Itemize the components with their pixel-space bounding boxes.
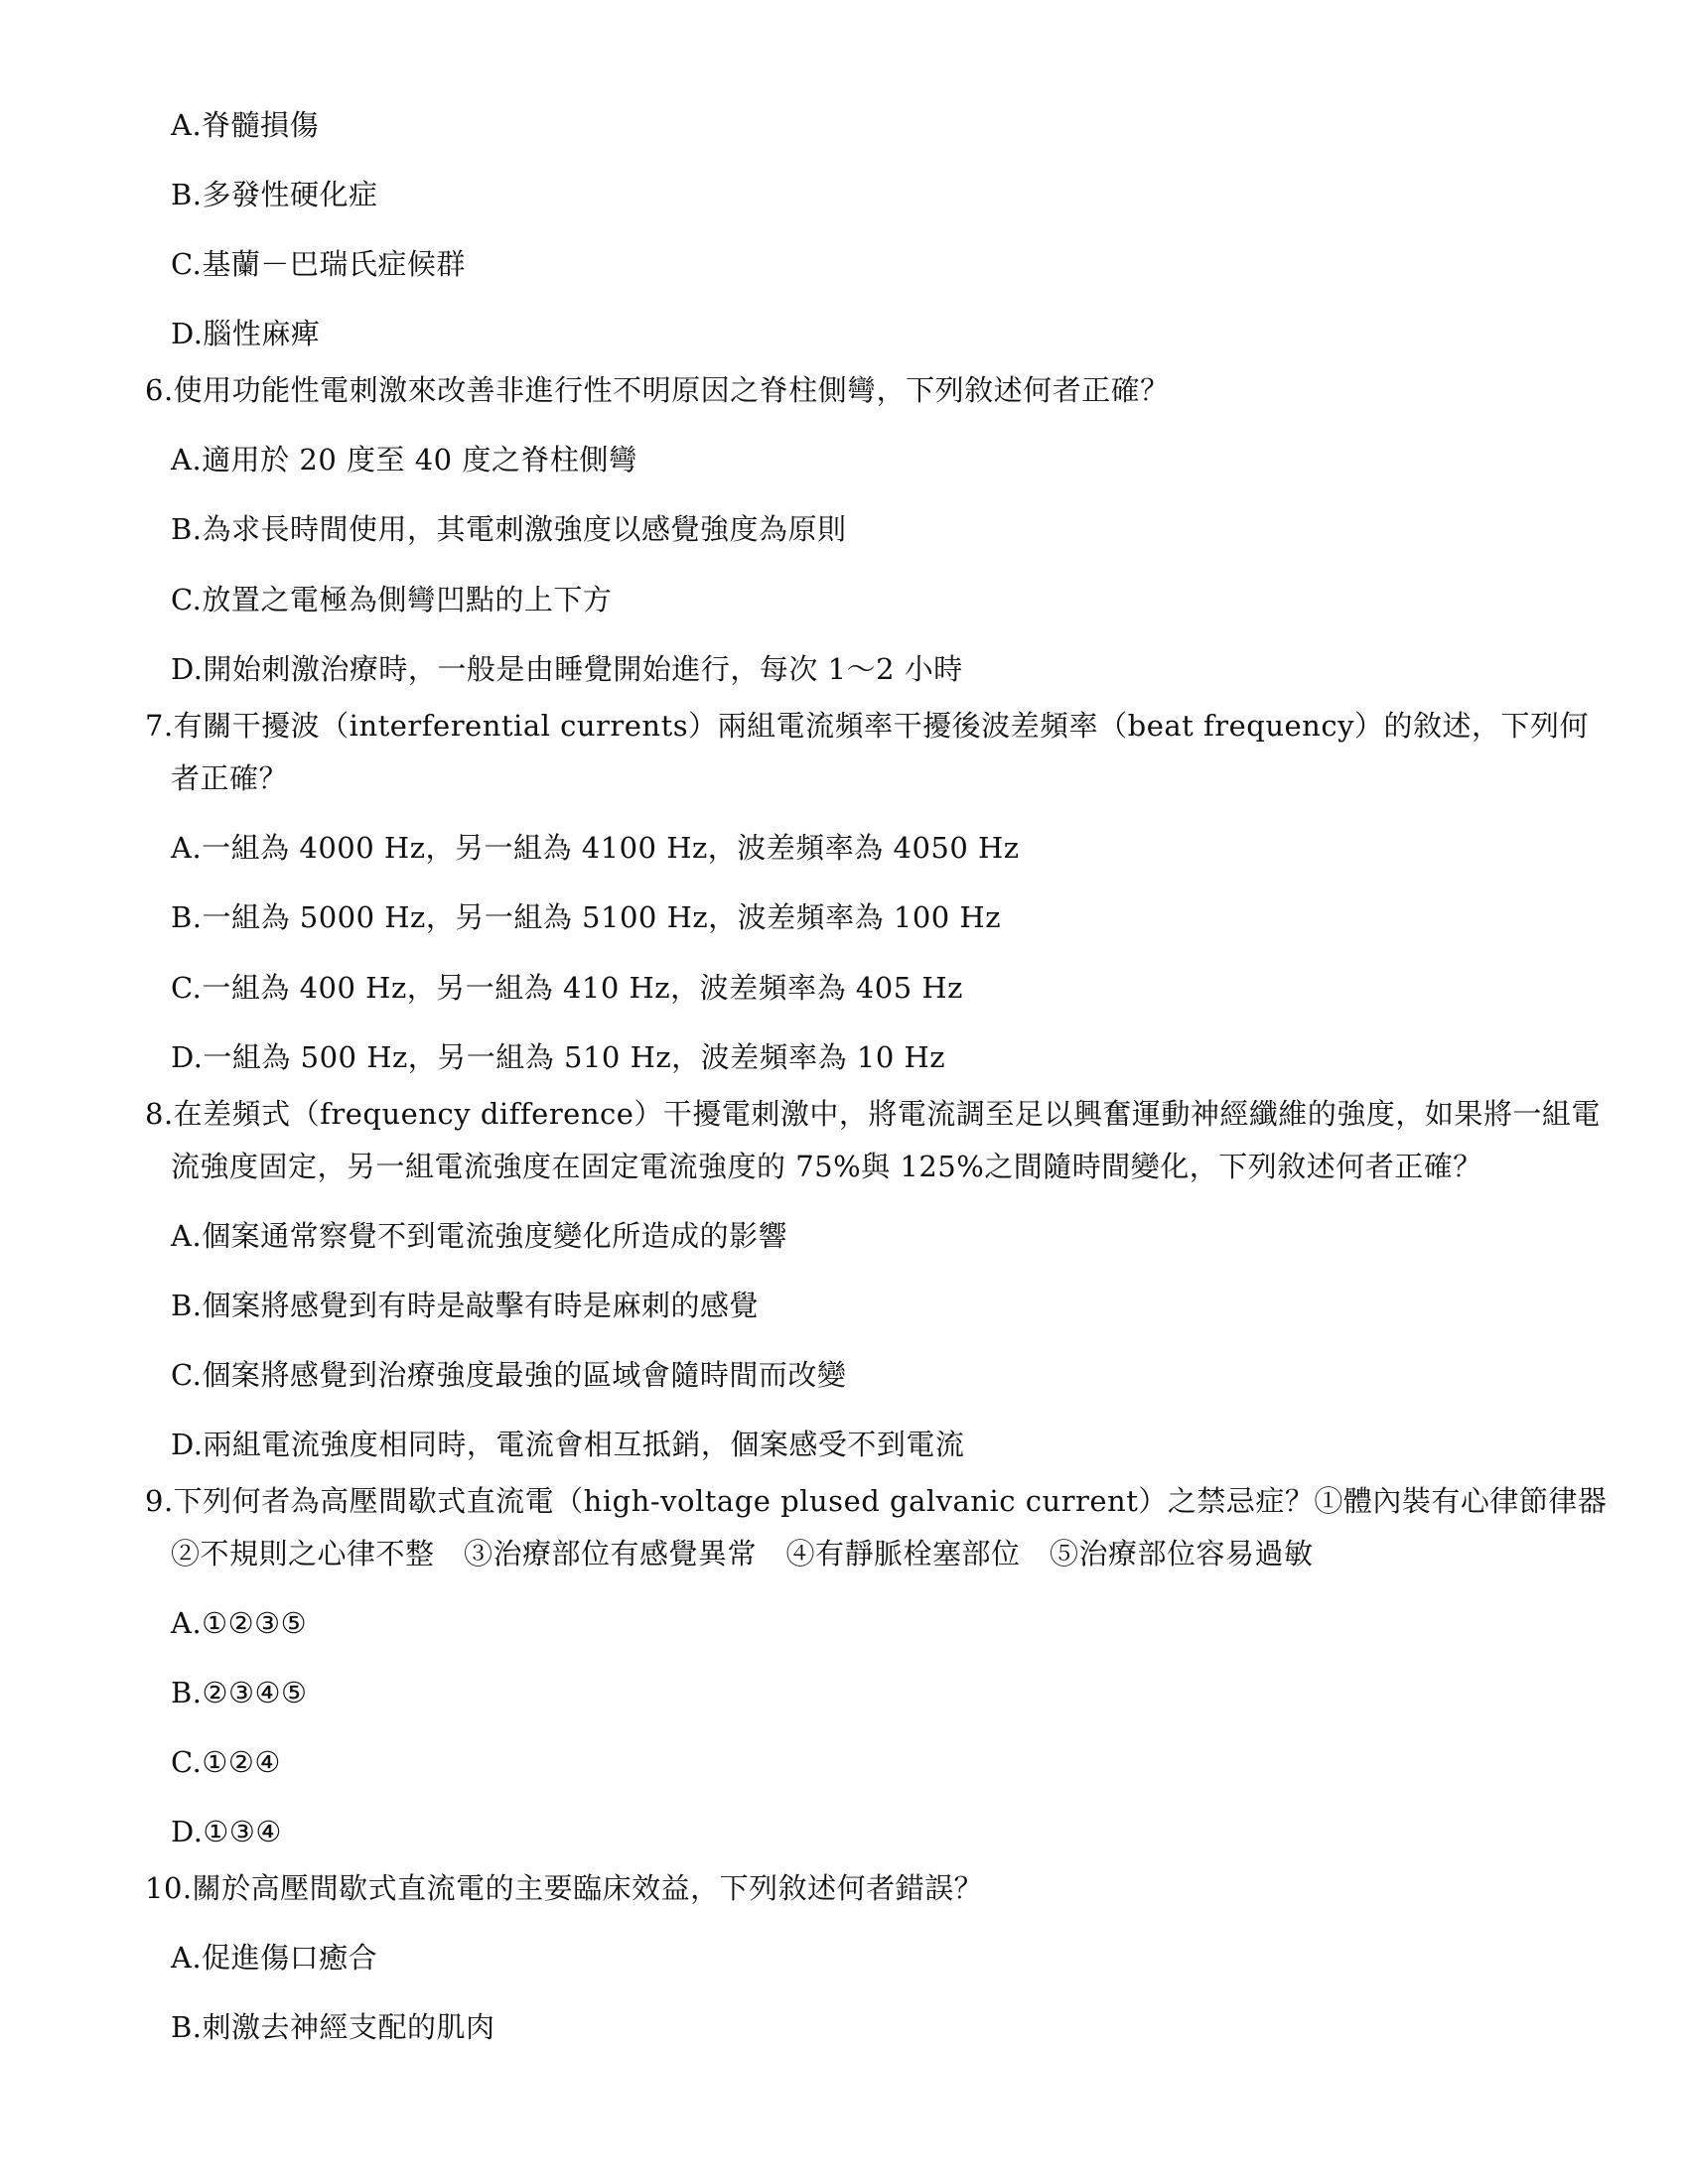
q8-option-a: A.個案通常察覺不到電流強度變化所造成的影響 — [171, 1219, 788, 1253]
q6-option-d: D.開始刺激治療時，一般是由睡覺開始進行，每次 1～2 小時 — [171, 652, 963, 686]
q5-option-a: A.脊髓損傷 — [171, 108, 320, 142]
q8-stem-line2: 流強度固定，另一組電流強度在固定電流強度的 75%與 125%之間隨時間變化，下列敘述何者正確？ — [171, 1150, 1482, 1183]
q10-option-a: A.促進傷口癒合 — [171, 1941, 378, 1975]
q7-option-c: C.一組為 400 Hz，另一組為 410 Hz，波差頻率為 405 Hz — [171, 971, 963, 1005]
q5-option-d: D.腦性麻痺 — [171, 317, 321, 350]
q8-option-c: C.個案將感覺到治療強度最強的區域會隨時間而改變 — [171, 1358, 847, 1392]
q7-option-d: D.一組為 500 Hz，另一組為 510 Hz，波差頻率為 10 Hz — [171, 1040, 946, 1074]
q9-stem-line2: ②不規則之心律不整 ③治療部位有感覺異常 ④有靜脈栓塞部位 ⑤治療部位容易過敏 — [171, 1537, 1314, 1570]
q10-option-b: B.刺激去神經支配的肌肉 — [171, 2010, 495, 2044]
q7-stem-line1: 7.有關干擾波（interferential currents）兩組電流頻率干擾後波差頻率（beat frequency）的敘述，下列何 — [145, 709, 1589, 743]
q7-stem-line2: 者正確？ — [171, 761, 289, 795]
q9-stem-line1: 9.下列何者為高壓間歇式直流電（high-voltage plused galvanic current）之禁忌症？①體內裝有心律節律器 — [145, 1484, 1608, 1518]
q8-option-b: B.個案將感覺到有時是敲擊有時是麻刺的感覺 — [171, 1289, 760, 1322]
q9-option-b: B.②③④⑤ — [171, 1676, 308, 1709]
q7-option-b: B.一組為 5000 Hz，另一組為 5100 Hz，波差頻率為 100 Hz — [171, 900, 1002, 934]
q6-option-a: A.適用於 20 度至 40 度之脊柱側彎 — [171, 443, 638, 477]
q10-stem: 10.關於高壓間歇式直流電的主要臨床效益，下列敘述何者錯誤？ — [145, 1871, 984, 1905]
q7-option-a: A.一組為 4000 Hz，另一組為 4100 Hz，波差頻率為 4050 Hz — [171, 831, 1020, 865]
q5-option-c: C.基蘭－巴瑞氏症候群 — [171, 247, 466, 281]
q8-stem-line1: 8.在差頻式（frequency difference）干擾電刺激中，將電流調至足以興奮運動神經纖維的強度，如果將一組電 — [145, 1097, 1601, 1131]
q8-option-d: D.兩組電流強度相同時，電流會相互抵銷，個案感受不到電流 — [171, 1428, 965, 1461]
q6-option-b: B.為求長時間使用，其電刺激強度以感覺強度為原則 — [171, 512, 847, 546]
q6-stem: 6.使用功能性電刺激來改善非進行性不明原因之脊柱側彎，下列敘述何者正確？ — [145, 373, 1170, 407]
q9-option-a: A.①②③⑤ — [171, 1606, 308, 1640]
q9-option-c: C.①②④ — [171, 1745, 281, 1779]
q6-option-c: C.放置之電極為側彎凹點的上下方 — [171, 583, 613, 616]
q5-option-b: B.多發性硬化症 — [171, 178, 378, 211]
q9-option-d: D.①③④ — [171, 1815, 282, 1848]
